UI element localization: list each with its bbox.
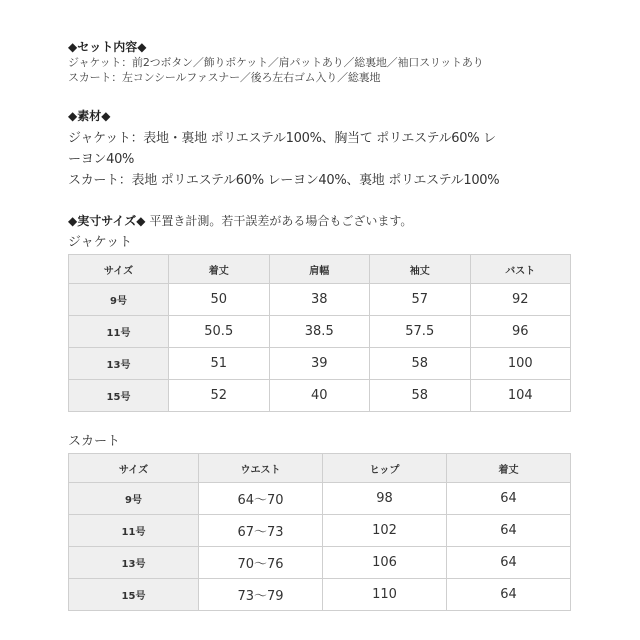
header-cell: 着丈 (447, 454, 571, 483)
header-cell: バスト (470, 255, 571, 284)
header-cell: 肩幅 (269, 255, 370, 284)
header-cell: サイズ (69, 255, 169, 284)
size-cell: 13号 (69, 348, 169, 380)
table-row (69, 316, 571, 348)
size-cell: 15号 (69, 380, 169, 412)
table-cell: 67〜73 (199, 515, 323, 547)
table-cell: 58 (370, 380, 471, 412)
actual-size-heading: ◆実寸サイズ◆ (68, 214, 146, 228)
table-row (69, 547, 571, 579)
table-cell: 100 (470, 348, 571, 380)
header-cell: 着丈 (169, 255, 270, 284)
table-cell: 57.5 (370, 316, 471, 348)
size-cell: 11号 (69, 316, 169, 348)
table-cell: 64 (447, 483, 571, 515)
header-cell: サイズ (69, 454, 199, 483)
table-cell: 98 (323, 483, 447, 515)
actual-size-section (68, 214, 628, 229)
material-jacket-line2: ーヨン40% (68, 152, 135, 167)
table-header-row (69, 454, 571, 483)
table-cell: 38.5 (269, 316, 370, 348)
size-cell: 13号 (69, 547, 199, 579)
table-cell: 40 (269, 380, 370, 412)
table-cell: 64 (447, 515, 571, 547)
table-row (69, 483, 571, 515)
size-cell: 9号 (69, 483, 199, 515)
table-cell: 106 (323, 547, 447, 579)
table-cell: 110 (323, 579, 447, 611)
table-cell: 52 (169, 380, 270, 412)
table-row (69, 515, 571, 547)
table-cell: 96 (470, 316, 571, 348)
set-contents-skirt: スカート：左コンシールファスナー／後ろ左右ゴム入り／総裏地 (68, 71, 381, 84)
size-cell: 15号 (69, 579, 199, 611)
table-row (69, 579, 571, 611)
material-section (68, 109, 628, 191)
table-cell: 38 (269, 284, 370, 316)
material-skirt: スカート：表地 ポリエステル60% レーヨン40%、裏地 ポリエステル100% (68, 173, 500, 188)
table-cell: 102 (323, 515, 447, 547)
material-jacket-line1: ジャケット：表地・裏地 ポリエステル100%、胸当て ポリエステル60% レ (68, 131, 496, 146)
table-header-row (69, 255, 571, 284)
size-cell: 9号 (69, 284, 169, 316)
table-cell: 51 (169, 348, 270, 380)
size-cell: 11号 (69, 515, 199, 547)
table-row (69, 380, 571, 412)
set-contents-section (68, 40, 628, 85)
table-cell: 73〜79 (199, 579, 323, 611)
table-cell: 92 (470, 284, 571, 316)
table-cell: 64〜70 (199, 483, 323, 515)
set-contents-jacket: ジャケット：前2つボタン／飾りポケット／肩パットあり／総裏地／袖口スリットあり (68, 56, 484, 69)
jacket-table-title: ジャケット (68, 235, 133, 250)
skirt-size-table (68, 453, 571, 611)
header-cell: ヒップ (323, 454, 447, 483)
table-cell: 39 (269, 348, 370, 380)
table-cell: 64 (447, 547, 571, 579)
actual-size-note: 平置き計測。若干誤差がある場合もございます。 (145, 214, 413, 228)
table-cell: 64 (447, 579, 571, 611)
skirt-table-title: スカート (68, 434, 121, 449)
table-row (69, 348, 571, 380)
header-cell: 袖丈 (370, 255, 471, 284)
table-cell: 50 (169, 284, 270, 316)
table-cell: 104 (470, 380, 571, 412)
table-cell: 50.5 (169, 316, 270, 348)
jacket-size-table (68, 254, 571, 412)
table-cell: 70〜76 (199, 547, 323, 579)
table-cell: 57 (370, 284, 471, 316)
table-row (69, 284, 571, 316)
set-contents-heading: ◆セット内容◆ (68, 40, 147, 54)
table-cell: 58 (370, 348, 471, 380)
header-cell: ウエスト (199, 454, 323, 483)
material-heading: ◆素材◆ (68, 109, 111, 123)
